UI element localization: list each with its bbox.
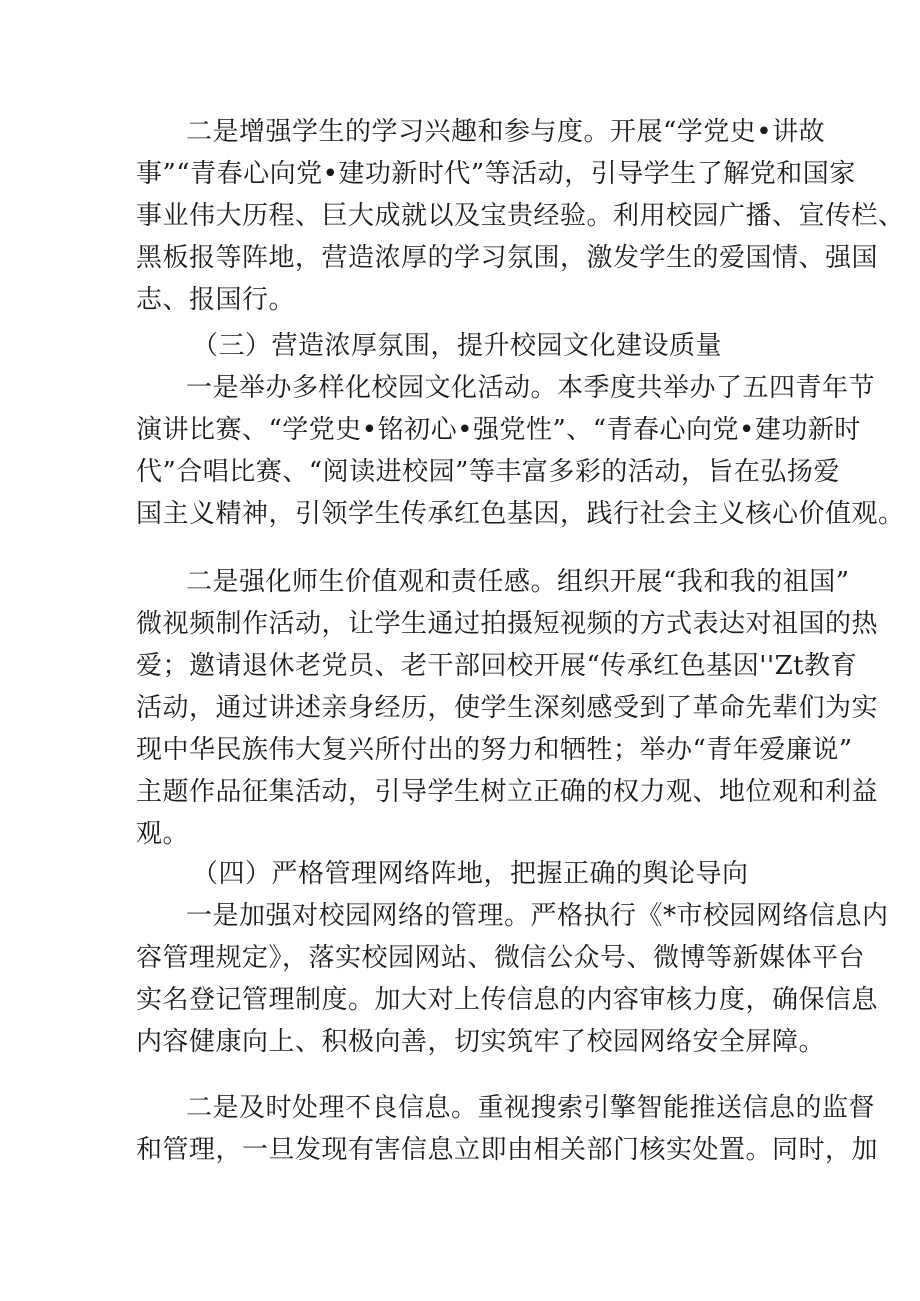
paragraph-line: 微视频制作活动，让学生通过拍摄短视频的方式表达对祖国的热: [136, 609, 879, 639]
paragraph-line: 实名登记管理制度。加大对上传信息的内容审核力度，确保信息: [136, 985, 879, 1015]
paragraph-line: 黑板报等阵地，营造浓厚的学习氛围，激发学生的爱国情、强国: [136, 243, 879, 273]
paragraph-line: 事”“青春心向党•建功新时代”等活动，引导学生了解党和国家: [136, 159, 856, 189]
paragraph-line: 二是及时处理不良信息。重视搜索引擎智能推送信息的监督: [186, 1093, 876, 1123]
paragraph-line: 代”合唱比赛、“阅读进校园”等丰富多彩的活动，旨在弘扬爱: [136, 457, 840, 487]
paragraph-line: 事业伟大历程、巨大成就以及宝贵经验。利用校园广播、宣传栏、: [136, 201, 905, 231]
paragraph-line: 一是举办多样化校园文化活动。本季度共举办了五四青年节: [186, 373, 876, 403]
paragraph-line: 现中华民族伟大复兴所付出的努力和牺牲；举办“青年爱廉说”: [136, 735, 853, 765]
paragraph-line: 主题作品征集活动，引导学生树立正确的权力观、地位观和利益: [136, 777, 879, 807]
paragraph-line: 二是增强学生的学习兴趣和参与度。开展“学党史•讲故: [186, 117, 826, 147]
paragraph-line: 爱；邀请退休老党员、老干部回校开展“传承红色基因''Zt教育: [136, 651, 858, 681]
paragraph-line: 志、报国行。: [136, 285, 296, 315]
paragraph-line: 观。: [136, 819, 190, 849]
paragraph-line: 和管理，一旦发现有害信息立即由相关部门核实处置。同时，加: [136, 1135, 879, 1165]
paragraph-line: 演讲比赛、“学党史•铭初心•强党性”、“青春心向党•建功新时: [136, 415, 861, 445]
paragraph-line: 容管理规定》，落实校园网站、微信公众号、微博等新媒体平台: [136, 943, 866, 973]
paragraph-line: 国主义精神，引领学生传承红色基因，践行社会主义核心价值观。: [136, 499, 905, 529]
paragraph-line: 活动，通过讲述亲身经历，使学生深刻感受到了革命先辈们为实: [136, 693, 879, 723]
paragraph-line: 一是加强对校园网络的管理。严格执行《*市校园网络信息内: [186, 901, 889, 931]
section-heading-3: （三）营造浓厚氛围，提升校园文化建设质量: [192, 331, 723, 361]
paragraph-line: 二是强化师生价值观和责任感。组织开展“我和我的祖国”: [186, 567, 850, 597]
section-heading-4: （四）严格管理网络阵地，把握正确的舆论导向: [192, 859, 749, 889]
paragraph-line: 内容健康向上、积极向善，切实筑牢了校园网络安全屏障。: [136, 1027, 826, 1057]
